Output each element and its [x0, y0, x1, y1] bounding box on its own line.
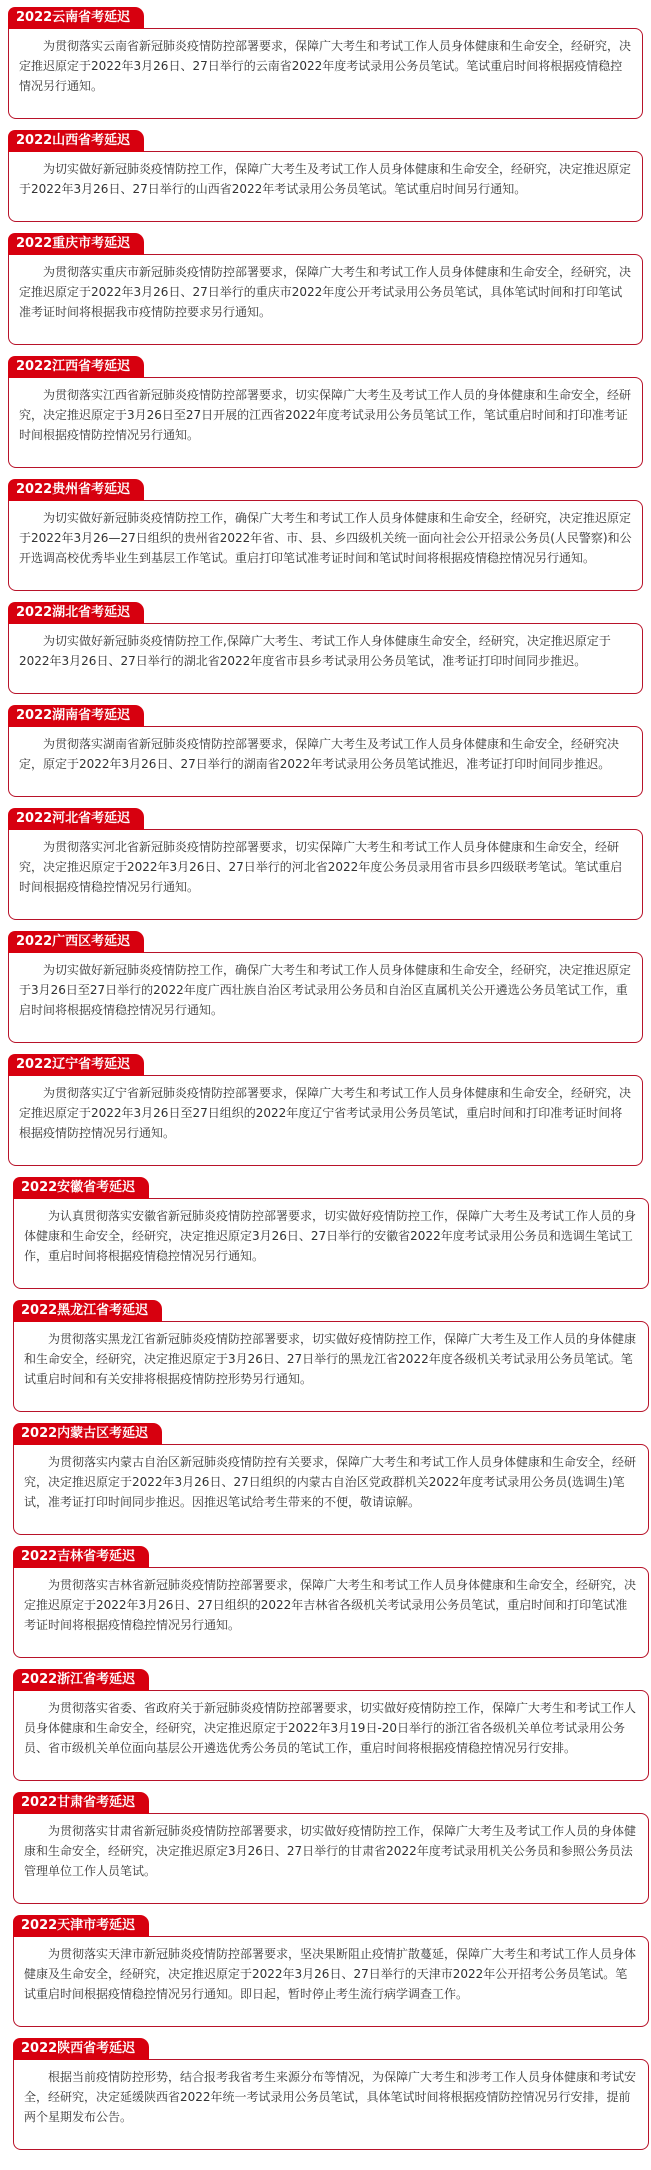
notice-card — [8, 930, 643, 1043]
notice-gap — [0, 920, 651, 930]
notice-gap — [0, 1166, 651, 1176]
notice-title-tag: 2022浙江省考延迟 — [13, 1669, 149, 1691]
notice-gap — [0, 222, 651, 232]
notice-title-tag: 2022内蒙古区考延迟 — [13, 1423, 162, 1445]
notice-title-tag: 2022甘肃省考延迟 — [13, 1792, 149, 1814]
notice-gap — [0, 2027, 651, 2037]
notice-gap — [0, 797, 651, 807]
notice-card — [13, 1422, 649, 1535]
notice-card — [8, 232, 643, 345]
notice-card — [13, 1914, 649, 2027]
notice-card — [8, 478, 643, 591]
notice-gap — [0, 591, 651, 601]
notice-title-tag: 2022湖南省考延迟 — [8, 705, 144, 727]
notice-title-tag: 2022天津市考延迟 — [13, 1915, 149, 1937]
notice-gap — [0, 1043, 651, 1053]
notice-title-tag: 2022辽宁省考延迟 — [8, 1054, 144, 1076]
notice-card — [13, 1299, 649, 1412]
notice-gap — [0, 1412, 651, 1422]
notice-gap — [0, 694, 651, 704]
notice-title-tag: 2022河北省考延迟 — [8, 808, 144, 830]
notice-card — [13, 1176, 649, 1289]
notice-gap — [0, 1535, 651, 1545]
notice-body: 为贯彻落实甘肃省新冠肺炎疫情防控部署要求，切实做好疫情防控工作，保障广大考生及考试工作人员的身体健康和生命安全，经研究，决定推迟原定3月26日、27日举行的甘肃省2022年度考试录用机关公务员和参照公务员法管理单位工作人员笔试。 — [13, 1813, 649, 1904]
notice-body: 根据当前疫情防控形势，结合报考我省考生来源分布等情况，为保障广大考生和涉考工作人员身体健康和考试安全，经研究，决定延缓陕西省2022年统一考试录用公务员笔试，具体笔试时间将根据疫情防控情况另行安排，提前两个星期发布公告。 — [13, 2059, 649, 2150]
notice-title-tag: 2022黑龙江省考延迟 — [13, 1300, 162, 1322]
notice-card — [8, 355, 643, 468]
notice-gap — [0, 1781, 651, 1791]
notice-body: 为切实做好新冠肺炎疫情防控工作，保障广大考生及考试工作人员身体健康和生命安全，经研究，决定推迟原定于2022年3月26日、27日举行的山西省2022年考试录用公务员笔试。笔试重启时间另行通知。 — [8, 151, 643, 222]
notice-body: 为贯彻落实湖南省新冠肺炎疫情防控部署要求，保障广大考生及考试工作人员身体健康和生命安全，经研究决定，原定于2022年3月26日、27日举行的湖南省2022年考试录用公务员笔试推迟，准考证打印时间同步推迟。 — [8, 726, 643, 797]
notice-body: 为贯彻落实重庆市新冠肺炎疫情防控部署要求，保障广大考生和考试工作人员身体健康和生命安全，经研究，决定推迟原定于2022年3月26日、27日举行的重庆市2022年度公开考试录用公务员笔试，具体笔试时间和打印笔试准考证时间将根据我市疫情防控要求另行通知。 — [8, 254, 643, 345]
notice-title-tag: 2022陕西省考延迟 — [13, 2038, 149, 2060]
notice-title-tag: 2022云南省考延迟 — [8, 7, 144, 29]
notice-card — [8, 807, 643, 920]
notice-card — [13, 1545, 649, 1658]
notice-body: 为认真贯彻落实安徽省新冠肺炎疫情防控部署要求，切实做好疫情防控工作，保障广大考生及考试工作人员的身体健康和生命安全，经研究，决定推迟原定3月26日、27日举行的安徽省2022年度考试录用公务员和选调生笔试工作，重启时间将根据疫情稳控情况另行通知。 — [13, 1198, 649, 1289]
notice-title-tag: 2022贵州省考延迟 — [8, 479, 144, 501]
notice-body: 为贯彻落实辽宁省新冠肺炎疫情防控部署要求，保障广大考生和考试工作人员身体健康和生命安全，经研究，决定推迟原定于2022年3月26日至27日组织的2022年度辽宁省考试录用公务员笔试，重启时间和打印准考证时间将根据疫情防控情况另行通知。 — [8, 1075, 643, 1166]
notice-card — [8, 1053, 643, 1166]
notice-gap — [0, 468, 651, 478]
notice-card — [8, 704, 643, 797]
notice-body: 为贯彻落实省委、省政府关于新冠肺炎疫情防控部署要求，切实做好疫情防控工作，保障广大考生和考试工作人员身体健康和生命安全，经研究，决定推迟原定于2022年3月19日-20日举行的浙江省各级机关单位考试录用公务员、省市级机关单位面向基层公开遴选优秀公务员的笔试工作，重启时间将根据疫情稳控情况另行安排。 — [13, 1690, 649, 1781]
notice-title-tag: 2022安徽省考延迟 — [13, 1177, 149, 1199]
notice-body: 为切实做好新冠肺炎疫情防控工作,保障广大考生、考试工作人身体健康生命安全，经研究，决定推迟原定于2022年3月26日、27日举行的湖北省2022年度省市县乡考试录用公务员笔试，准考证打印时间同步推迟。 — [8, 623, 643, 694]
notice-body: 为贯彻落实天津市新冠肺炎疫情防控部署要求，坚决果断阻止疫情扩散蔓延，保障广大考生和考试工作人员身体健康及生命安全，经研究，决定推迟原定于2022年3月26日、27日举行的天津市2022年公开招考公务员笔试。笔试重启时间根据疫情稳控情况另行通知。即日起，暂时停止考生流行病学调查工作。 — [13, 1936, 649, 2027]
notice-title-tag: 2022吉林省考延迟 — [13, 1546, 149, 1568]
notice-card — [13, 1668, 649, 1781]
notice-card — [13, 1791, 649, 1904]
notice-body: 为贯彻落实吉林省新冠肺炎疫情防控部署要求，保障广大考生和考试工作人员身体健康和生命安全，经研究，决定推迟原定于2022年3月26日、27日组织的2022年吉林省各级机关考试录用公务员笔试，重启时间和打印笔试准考证时间将根据疫情稳控情况另行通知。 — [13, 1567, 649, 1658]
notice-title-tag: 2022广西区考延迟 — [8, 931, 144, 953]
notice-gap — [0, 1904, 651, 1914]
notice-body: 为贯彻落实黑龙江省新冠肺炎疫情防控部署要求，切实做好疫情防控工作，保障广大考生及工作人员的身体健康和生命安全，经研究，决定推迟原定于3月26日、27日举行的黑龙江省2022年度各级机关考试录用公务员笔试。笔试重启时间和有关安排将根据疫情防控形势另行通知。 — [13, 1321, 649, 1412]
notice-body: 为贯彻落实云南省新冠肺炎疫情防控部署要求，保障广大考生和考试工作人员身体健康和生命安全，经研究，决定推迟原定于2022年3月26日、27日举行的云南省2022年度考试录用公务员笔试。笔试重启时间将根据疫情稳控情况另行通知。 — [8, 28, 643, 119]
notice-gap — [0, 345, 651, 355]
notice-title-tag: 2022重庆市考延迟 — [8, 233, 144, 255]
notice-title-tag: 2022江西省考延迟 — [8, 356, 144, 378]
notice-card — [8, 6, 643, 119]
notice-body: 为贯彻落实内蒙古自治区新冠肺炎疫情防控有关要求，保障广大考生和考试工作人员身体健康和生命安全，经研究，决定推迟原定于2022年3月26日、27日组织的内蒙古自治区党政群机关2022年度考试录用公务员(选调生)笔试，准考证打印时间同步推迟。因推迟笔试给考生带来的不便，敬请谅解。 — [13, 1444, 649, 1535]
notice-body: 为切实做好新冠肺炎疫情防控工作，确保广大考生和考试工作人员身体健康和生命安全，经研究，决定推迟原定于3月26日至27日举行的2022年度广西壮族自治区考试录用公务员和自治区直属机关公开遴选公务员笔试工作，重启时间将根据疫情稳控情况另行通知。 — [8, 952, 643, 1043]
notice-body: 为贯彻落实江西省新冠肺炎疫情防控部署要求，切实保障广大考生及考试工作人员的身体健康和生命安全，经研究，决定推迟原定于3月26日至27日开展的江西省2022年度考试录用公务员笔试工作，笔试重启时间和打印准考证时间根据疫情防控情况另行通知。 — [8, 377, 643, 468]
notice-card — [13, 2037, 649, 2150]
notice-body: 为贯彻落实河北省新冠肺炎疫情防控部署要求，切实保障广大考生和考试工作人员身体健康和生命安全，经研究，决定推迟原定于2022年3月26日、27日举行的河北省2022年度公务员录用省市县乡四级联考笔试。笔试重启时间根据疫情稳控情况另行通知。 — [8, 829, 643, 920]
notice-title-tag: 2022湖北省考延迟 — [8, 602, 144, 624]
notice-body: 为切实做好新冠肺炎疫情防控工作，确保广大考生和考试工作人员身体健康和生命安全，经研究，决定推迟原定于2022年3月26—27日组织的贵州省2022年省、市、县、乡四级机关统一面向社会公开招录公务员(人民警察)和公开选调高校优秀毕业生到基层工作笔试。重启打印笔试准考证时间和笔试时间将根据疫情稳控情况另行通知。 — [8, 500, 643, 591]
notice-card — [8, 601, 643, 694]
notice-card — [8, 129, 643, 222]
notice-title-tag: 2022山西省考延迟 — [8, 130, 144, 152]
notice-gap — [0, 1289, 651, 1299]
notice-gap — [0, 119, 651, 129]
notice-gap — [0, 2150, 651, 2160]
notice-gap — [0, 1658, 651, 1668]
